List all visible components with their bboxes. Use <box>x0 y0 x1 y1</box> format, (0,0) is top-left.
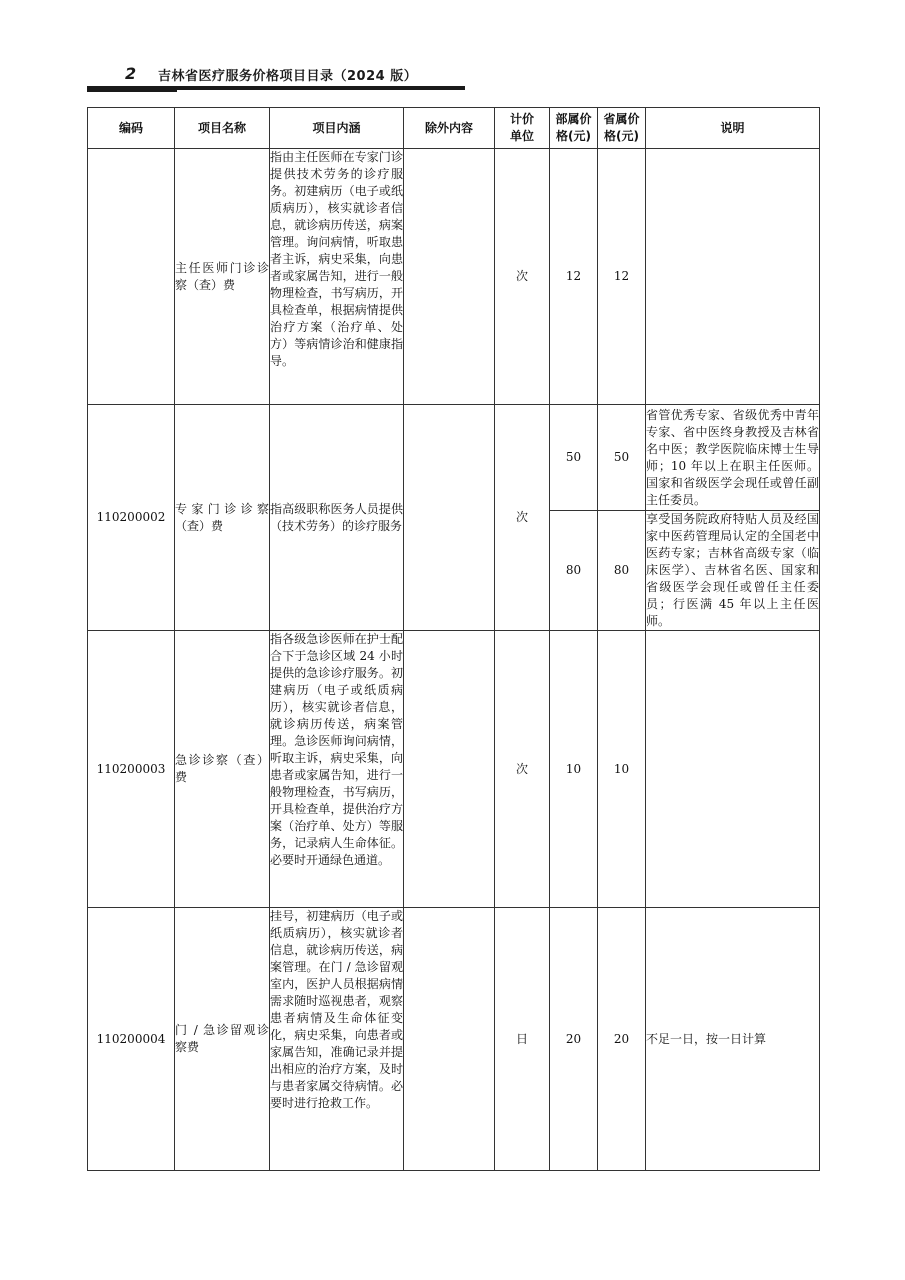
row-note <box>646 149 820 405</box>
tier-province-price: 50 <box>598 405 646 511</box>
header-unit <box>495 108 550 149</box>
row-unit: 日 <box>495 908 550 1171</box>
row-code <box>88 149 175 405</box>
row-province-price: 12 <box>598 149 646 405</box>
table-row <box>88 908 820 1171</box>
row-code: 110200002 <box>88 405 175 631</box>
row-name: 门 / 急诊留观诊察费 <box>175 908 270 1171</box>
row-name: 急诊诊察（查）费 <box>175 631 270 908</box>
header-ministry-line1: 部属价 <box>555 112 592 126</box>
tier-ministry-price: 50 <box>550 405 598 511</box>
row-province-price: 20 <box>598 908 646 1171</box>
row-province-price: 10 <box>598 631 646 908</box>
header-province-line2: 格(元) <box>604 129 639 143</box>
table-header-row <box>88 108 820 149</box>
row-note <box>646 631 820 908</box>
tier-province-price: 80 <box>598 511 646 631</box>
tier-ministry-price: 80 <box>550 511 598 631</box>
row-exclusions <box>404 908 495 1171</box>
header-ministry-price <box>550 108 598 149</box>
row-exclusions <box>404 405 495 631</box>
row-ministry-price: 20 <box>550 908 598 1171</box>
table-row <box>88 631 820 908</box>
row-unit: 次 <box>495 405 550 631</box>
row-unit: 次 <box>495 149 550 405</box>
row-name: 专家门诊诊察（查）费 <box>175 405 270 631</box>
header-unit-line2: 单位 <box>509 129 534 143</box>
row-exclusions <box>404 149 495 405</box>
row-code: 110200004 <box>88 908 175 1171</box>
row-content: 挂号，初建病历（电子或纸质病历），核实就诊者信息，就诊病历传送，病案管理。在门 / 急诊留观室内，医护人员根据病情需求随时巡视患者，观察患者病情及生命体征变化，病史采集，向患者或家属告知，准确记录并提出相应的治疗方案，及时与患者家属交待病情。必要时进行抢救工作。 <box>270 908 404 1171</box>
header-note: 说明 <box>646 108 820 149</box>
row-note: 不足一日，按一日计算 <box>646 908 820 1171</box>
header-rule <box>87 86 465 92</box>
row-name: 主任医师门诊诊察（查）费 <box>175 149 270 405</box>
row-exclusions <box>404 631 495 908</box>
table-row <box>88 405 820 511</box>
row-code: 110200003 <box>88 631 175 908</box>
catalog-title: 吉林省医疗服务价格项目目录（2024 版） <box>158 69 418 84</box>
header-ministry-line2: 格(元) <box>556 129 591 143</box>
page-header <box>87 62 465 94</box>
header-province-price <box>598 108 646 149</box>
row-content: 指各级急诊医师在护士配合下于急诊区域 24 小时提供的急诊诊疗服务。初建病历（电子或纸质病历），核实就诊者信息，就诊病历传送，病案管理。急诊医师询问病情，听取主诉，病史采集，向患者或家属告知，进行一般物理检查，书写病历，开具检查单，提供治疗方案（治疗单、处方）等服务，记录病人生命体征。必要时开通绿色通道。 <box>270 631 404 908</box>
row-content: 指高级职称医务人员提供（技术劳务）的诊疗服务 <box>270 405 404 631</box>
page-number: 2 <box>125 64 137 83</box>
tier-note: 享受国务院政府特贴人员及经国家中医药管理局认定的全国老中医药专家；吉林省高级专家（临床医学）、吉林省名医、国家和省级医学会现任或曾任主任委员；行医满 45 年以上主任医师。 <box>646 511 820 631</box>
header-code: 编码 <box>88 108 175 149</box>
header-name: 项目名称 <box>175 108 270 149</box>
row-unit: 次 <box>495 631 550 908</box>
header-province-line1: 省属价 <box>603 112 640 126</box>
header-exclusions: 除外内容 <box>404 108 495 149</box>
header-rule-accent <box>87 86 177 92</box>
price-catalog-table <box>87 107 820 1171</box>
header-content: 项目内涵 <box>270 108 404 149</box>
header-unit-line1: 计价 <box>509 112 534 126</box>
row-ministry-price: 12 <box>550 149 598 405</box>
table-row <box>88 149 820 405</box>
tier-note: 省管优秀专家、省级优秀中青年专家、省中医终身教授及吉林省名中医；教学医院临床博士生导师；10 年以上在职主任医师。国家和省级医学会现任或曾任副主任委员。 <box>646 405 820 511</box>
row-content: 指由主任医师在专家门诊提供技术劳务的诊疗服务。初建病历（电子或纸质病历），核实就诊者信息，就诊病历传送，病案管理。询问病情，听取患者主诉，病史采集，向患者或家属告知，进行一般物理检查，书写病历，开具检查单，根据病情提供治疗方案（治疗单、处方）等病情诊治和健康指导。 <box>270 149 404 405</box>
row-ministry-price: 10 <box>550 631 598 908</box>
